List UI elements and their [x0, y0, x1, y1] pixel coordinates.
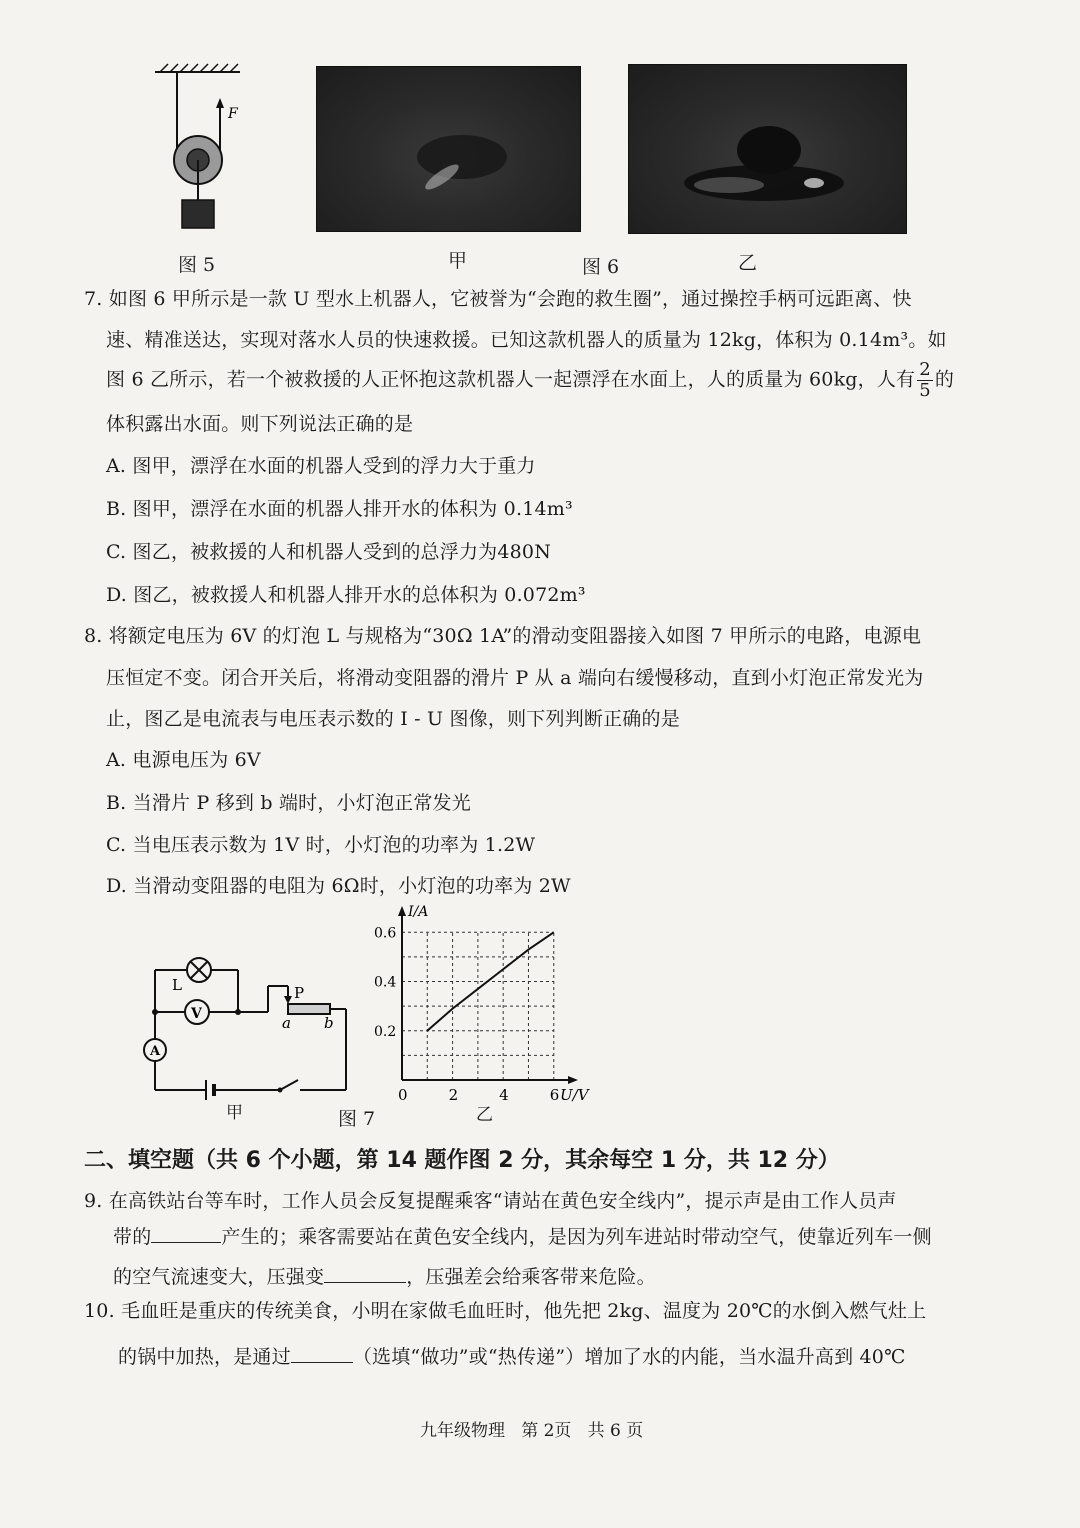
lamp-label: L [172, 976, 182, 994]
fraction-denominator: 5 [919, 380, 931, 401]
x-axis-arrow [568, 1076, 578, 1084]
y-tick-label: 0.4 [374, 974, 397, 991]
q7-line-2: 速、精准送达，实现对落水人员的快速救援。已知这款机器人的质量为 12kg，体积为 0.14m³。如 [106, 329, 947, 351]
q8-option-b: B. 当滑片 P 移到 b 端时，小灯泡正常发光 [106, 792, 471, 814]
x-axis-label: U/V [560, 1086, 589, 1104]
x-tick-label: 2 [448, 1086, 459, 1104]
figure-7-graph-label: 乙 [476, 1105, 493, 1125]
ammeter-symbol: A [150, 1044, 161, 1059]
q8-line-2: 压恒定不变。闭合开关后，将滑动变阻器的滑片 P 从 a 端向右缓慢移动，直到小灯泡正常发光为 [106, 667, 924, 689]
q8-option-a: A. 电源电压为 6V [106, 749, 261, 771]
figure-7-iu-graph [360, 900, 620, 1105]
fraction-numerator: 2 [919, 359, 931, 380]
q8-option-c: C. 当电压表示数为 1V 时，小灯泡的功率为 1.2W [106, 834, 536, 856]
q8-option-d: D. 当滑动变阻器的电阻为 6Ω时，小灯泡的功率为 2W [106, 875, 571, 897]
force-label: F [228, 106, 238, 122]
q10-line-2 [118, 1342, 906, 1370]
figure-5-caption: 图 5 [178, 254, 216, 276]
q10-line-1: 10. 毛血旺是重庆的传统美食，小明在家做毛血旺时，他先把 2kg、温度为 20℃的水倒入燃气灶上 [84, 1300, 927, 1322]
x-tick-label: 4 [499, 1086, 509, 1104]
q9-line-3-b: ，压强差会给乘客带来危险。 [406, 1266, 656, 1288]
q9-blank-2[interactable] [324, 1262, 406, 1283]
q7-line-3-before: 图 6 乙所示，若一个被救援的人正怀抱这款机器人一起漂浮在水面上，人的质量为 60kg，人有 [106, 368, 916, 391]
q9-blank-1[interactable] [151, 1222, 221, 1243]
figure-7-caption: 图 7 [338, 1108, 376, 1130]
fraction-two-fifths [917, 360, 933, 401]
y-tick-label: 0.6 [374, 925, 397, 942]
figure-7-circuit-label: 甲 [226, 1103, 243, 1123]
figure-5-pulley [150, 62, 260, 242]
x-tick-label: 0 [398, 1086, 408, 1104]
q7-option-c: C. 图乙，被救援的人和机器人受到的总浮力为480N [106, 541, 552, 563]
q10-line-2-b: （选填“做功”或“热传递”）增加了水的内能，当水温升高到 40℃ [352, 1346, 906, 1368]
q9-line-2 [113, 1222, 932, 1250]
q9-line-3 [113, 1262, 656, 1290]
q7-line-3 [106, 360, 954, 401]
q10-line-2-a: 的锅中加热，是通过 [118, 1346, 291, 1368]
q7-line-4: 体积露出水面。则下列说法正确的是 [106, 413, 414, 435]
voltmeter-symbol: V [191, 1006, 202, 1022]
q8-line-3: 止，图乙是电流表与电压表示数的 I - U 图像，则下列判断正确的是 [106, 708, 680, 730]
q9-line-3-a: 的空气流速变大，压强变 [113, 1266, 325, 1288]
y-tick-label: 0.2 [374, 1023, 397, 1040]
figure-6-right-photo [628, 64, 907, 234]
q9-line-2-b: 产生的；乘客需要站在黄色安全线内，是因为列车进站时带动空气，使靠近列车一侧 [221, 1226, 932, 1248]
x-tick-label: 6 [549, 1086, 560, 1104]
q10-blank-1[interactable] [291, 1342, 353, 1363]
figure-6-left-photo [316, 66, 581, 232]
end-a-label: a [282, 1014, 291, 1032]
q7-option-d: D. 图乙，被救援人和机器人排开水的总体积为 0.072m³ [106, 584, 586, 606]
end-b-label: b [324, 1014, 334, 1032]
q7-option-a: A. 图甲，漂浮在水面的机器人受到的浮力大于重力 [106, 455, 536, 477]
q7-line-1: 7. 如图 6 甲所示是一款 U 型水上机器人，它被誉为“会跑的救生圈”，通过操控手柄可远距离、快 [84, 288, 912, 310]
q9-line-2-a: 带的 [113, 1226, 152, 1248]
section-2-title: 二、填空题（共 6 个小题，第 14 题作图 2 分，其余每空 1 分，共 12 分） [84, 1148, 840, 1173]
figure-7-circuit [130, 950, 360, 1110]
q7-option-b: B. 图甲，漂浮在水面的机器人排开水的体积为 0.14m³ [106, 498, 573, 520]
slider-label: P [294, 984, 305, 1002]
figure-6-right-label: 乙 [738, 252, 758, 274]
q7-line-3-after: 的 [934, 368, 955, 391]
q8-line-1: 8. 将额定电压为 6V 的灯泡 L 与规格为“30Ω 1A”的滑动变阻器接入如图 7 甲所示的电路，电源电 [84, 625, 922, 647]
page-footer: 九年级物理 第 2页 共 6 页 [420, 1421, 644, 1441]
q9-line-1: 9. 在高铁站台等车时，工作人员会反复提醒乘客“请站在黄色安全线内”，提示声是由工作人员声 [84, 1190, 897, 1212]
figure-6-left-label: 甲 [448, 250, 468, 272]
y-axis-arrow [398, 906, 406, 916]
y-axis-label: I/A [408, 904, 429, 920]
figure-6-caption: 图 6 [582, 256, 620, 278]
